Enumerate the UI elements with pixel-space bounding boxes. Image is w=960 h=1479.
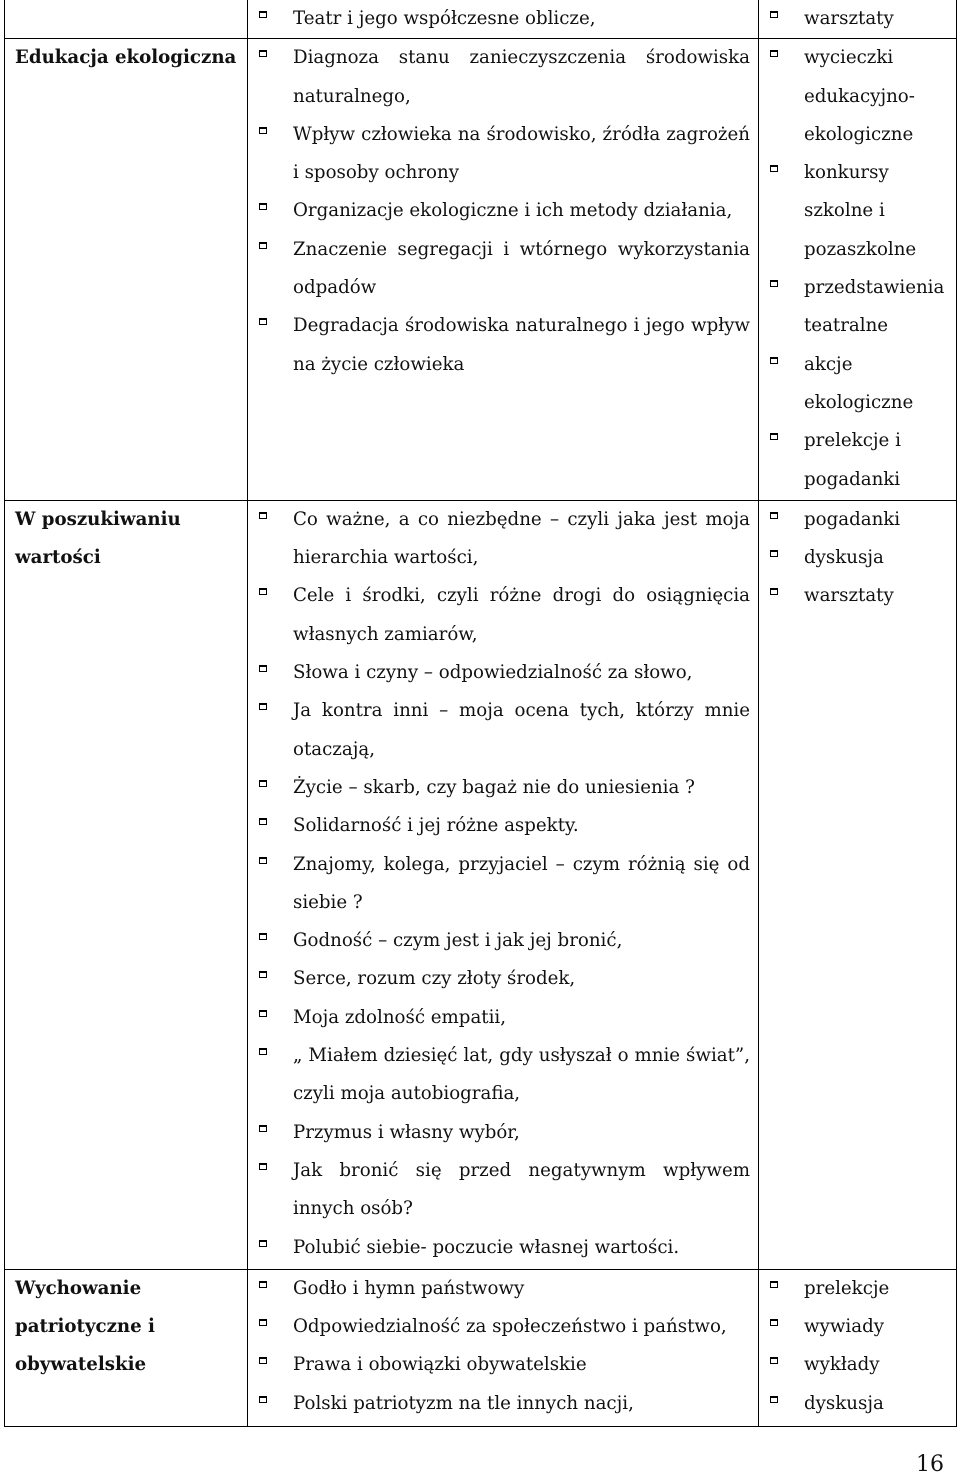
list-item xyxy=(759,269,956,346)
list-item-text: Teatr i jego współczesne oblicze, xyxy=(293,8,596,29)
topics-list xyxy=(248,39,758,384)
bullet-icon xyxy=(259,1163,267,1170)
list-item-text: Wpływ człowieka na środowisko, źródła zagrożeń i sposoby ochrony xyxy=(293,123,750,184)
topics-list xyxy=(248,0,758,38)
section-topic-cell xyxy=(5,1269,248,1426)
list-item-text: Moja zdolność empatii, xyxy=(293,1006,507,1028)
list-item xyxy=(248,1114,758,1152)
list-item xyxy=(248,1385,758,1423)
forms-list xyxy=(759,0,956,38)
table-row xyxy=(5,1269,957,1426)
bullet-icon xyxy=(770,280,778,287)
list-item xyxy=(248,692,758,769)
bullet-icon xyxy=(770,1357,778,1364)
forms-cell xyxy=(759,39,957,501)
bullet-icon xyxy=(259,50,267,57)
bullet-icon xyxy=(770,1281,778,1288)
list-item-text: Serce, rozum czy złoty środek, xyxy=(293,968,576,990)
list-item xyxy=(248,1308,758,1346)
list-item xyxy=(759,346,956,423)
list-item-text: prelekcje i pogadanki xyxy=(804,430,901,490)
list-item-text: Organizacje ekologiczne i ich metody działania, xyxy=(293,200,733,222)
bullet-icon xyxy=(770,433,778,440)
list-item-text: przedstawienia teatralne xyxy=(804,277,945,337)
topics-cell xyxy=(248,500,759,1269)
list-item-text: dyskusja xyxy=(804,547,884,569)
forms-cell xyxy=(759,0,957,39)
forms-list xyxy=(759,39,956,499)
bullet-icon xyxy=(259,1357,267,1364)
list-item xyxy=(759,422,956,499)
bullet-icon xyxy=(770,1396,778,1403)
bullet-icon xyxy=(259,857,267,864)
list-item-text: wycieczki edukacyjno-ekologiczne xyxy=(804,47,915,145)
list-item-text: Odpowiedzialność za społeczeństwo i państwo, xyxy=(293,1316,727,1338)
bullet-icon xyxy=(770,11,778,18)
topics-cell xyxy=(248,39,759,501)
list-item xyxy=(248,577,758,654)
bullet-icon xyxy=(770,512,778,519)
list-item xyxy=(248,654,758,692)
table-row xyxy=(5,500,957,1269)
bullet-icon xyxy=(770,357,778,364)
list-item-text: Polubić siebie- poczucie własnej wartości. xyxy=(293,1236,680,1258)
list-item xyxy=(759,539,956,577)
list-item-text: Słowa i czyny – odpowiedzialność za słowo, xyxy=(293,662,693,684)
table-row xyxy=(5,0,957,39)
list-item-text: Znajomy, kolega, przyjaciel – czym różnią się od siebie ? xyxy=(293,853,750,913)
list-item-text: Godność – czym jest i jak jej bronić, xyxy=(293,930,623,952)
list-item xyxy=(759,1385,956,1423)
list-item xyxy=(759,577,956,615)
list-item xyxy=(248,39,758,116)
list-item xyxy=(248,999,758,1037)
list-item-text: Ja kontra inni – moja ocena tych, którzy mnie otaczają, xyxy=(293,700,750,760)
program-table xyxy=(4,0,957,1427)
topics-list xyxy=(248,501,758,1267)
list-item-text: dyskusja xyxy=(804,1392,884,1414)
bullet-icon xyxy=(770,1319,778,1326)
list-item-text: „ Miałem dziesięć lat, gdy usłyszał o mnie świat”, czyli moja autobiografia, xyxy=(293,1045,750,1105)
forms-list xyxy=(759,1270,956,1423)
section-topic-cell xyxy=(5,39,248,501)
bullet-icon xyxy=(259,588,267,595)
bullet-icon xyxy=(259,1048,267,1055)
section-title: Wychowanie patriotyczne i obywatelskie xyxy=(15,1277,155,1376)
list-item-text: Degradacja środowiska naturalnego i jego wpływ na życie człowieka xyxy=(293,315,750,375)
list-item-text: Przymus i własny wybór, xyxy=(293,1121,520,1143)
section-topic-cell xyxy=(5,0,248,39)
forms-list xyxy=(759,501,956,616)
bullet-icon xyxy=(259,818,267,825)
list-item xyxy=(248,1229,758,1267)
section-title: Edukacja ekologiczna xyxy=(15,47,237,69)
forms-cell xyxy=(759,500,957,1269)
forms-cell xyxy=(759,1269,957,1426)
bullet-icon xyxy=(259,1319,267,1326)
list-item-text: Prawa i obowiązki obywatelskie xyxy=(293,1354,587,1376)
list-item-text: prelekcje xyxy=(804,1277,890,1299)
list-item-text: konkursy szkolne i pozaszkolne xyxy=(804,162,917,260)
list-item xyxy=(248,1270,758,1308)
bullet-icon xyxy=(259,203,267,210)
page-number: 16 xyxy=(916,1452,944,1477)
bullet-icon xyxy=(770,165,778,172)
list-item-text: Diagnoza stanu zanieczyszczenia środowiska naturalnego, xyxy=(293,47,750,107)
list-item xyxy=(759,1270,956,1308)
list-item xyxy=(248,192,758,230)
list-item xyxy=(248,922,758,960)
bullet-icon xyxy=(259,933,267,940)
topics-cell xyxy=(248,0,759,39)
list-item xyxy=(248,1346,758,1384)
bullet-icon xyxy=(259,665,267,672)
bullet-icon xyxy=(259,242,267,249)
list-item xyxy=(248,769,758,807)
table-row xyxy=(5,39,957,501)
list-item xyxy=(759,0,956,38)
bullet-icon xyxy=(259,780,267,787)
topics-list xyxy=(248,1270,758,1423)
list-item-text: Jak bronić się przed negatywnym wpływem innych osób? xyxy=(293,1159,750,1220)
list-item xyxy=(759,39,956,154)
list-item xyxy=(759,1308,956,1346)
bullet-icon xyxy=(259,512,267,519)
bullet-icon xyxy=(259,1125,267,1132)
list-item-text: wykłady xyxy=(804,1354,880,1376)
bullet-icon xyxy=(259,1010,267,1017)
bullet-icon xyxy=(770,588,778,595)
list-item xyxy=(248,1152,758,1229)
list-item xyxy=(759,501,956,539)
list-item xyxy=(248,501,758,578)
list-item-text: Polski patriotyzm na tle innych nacji, xyxy=(293,1392,634,1414)
bullet-icon xyxy=(259,703,267,710)
list-item-text: warsztaty xyxy=(804,585,894,607)
list-item-text: Godło i hymn państwowy xyxy=(293,1277,525,1299)
list-item-text: wywiady xyxy=(804,1316,884,1338)
list-item xyxy=(248,807,758,845)
section-title: W poszukiwaniu wartości xyxy=(15,508,181,569)
bullet-icon xyxy=(259,1240,267,1247)
list-item xyxy=(759,1346,956,1384)
bullet-icon xyxy=(259,1281,267,1288)
bullet-icon xyxy=(770,50,778,57)
list-item-text: akcje ekologiczne xyxy=(804,353,914,413)
list-item xyxy=(248,231,758,308)
bullet-icon xyxy=(259,971,267,978)
bullet-icon xyxy=(259,11,267,18)
bullet-icon xyxy=(259,318,267,325)
list-item xyxy=(248,960,758,998)
list-item xyxy=(759,154,956,269)
list-item xyxy=(248,307,758,384)
list-item-text: Solidarność i jej różne aspekty. xyxy=(293,815,579,837)
topics-cell xyxy=(248,1269,759,1426)
bullet-icon xyxy=(770,550,778,557)
list-item-text: Życie – skarb, czy bagaż nie do uniesienia ? xyxy=(293,776,695,798)
list-item xyxy=(248,116,758,193)
bullet-icon xyxy=(259,127,267,134)
list-item-text: warsztaty xyxy=(804,8,894,29)
list-item-text: Znaczenie segregacji i wtórnego wykorzystania odpadów xyxy=(293,238,750,299)
list-item-text: Co ważne, a co niezbędne – czyli jaka jest moja hierarchia wartości, xyxy=(293,508,750,569)
list-item xyxy=(248,0,758,38)
list-item-text: Cele i środki, czyli różne drogi do osiągnięcia własnych zamiarów, xyxy=(293,585,750,645)
section-topic-cell xyxy=(5,500,248,1269)
list-item xyxy=(248,846,758,923)
list-item xyxy=(248,1037,758,1114)
list-item-text: pogadanki xyxy=(804,508,901,530)
bullet-icon xyxy=(259,1396,267,1403)
